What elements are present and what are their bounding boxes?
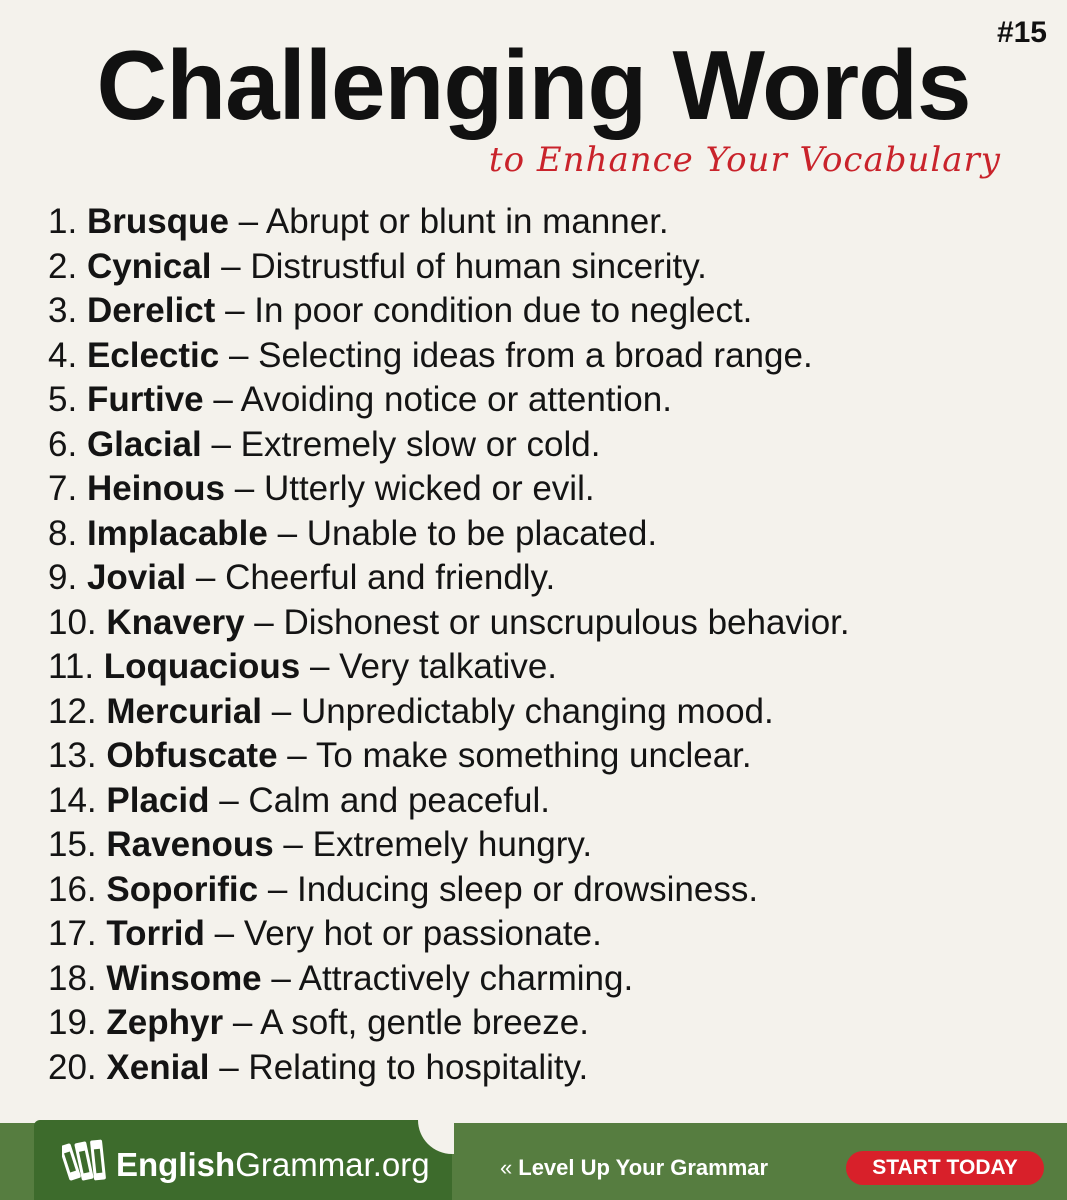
entry-word: Mercurial [106,691,263,731]
entry-number: 7. [48,469,78,508]
brand-bold: English [116,1146,236,1183]
entry-definition: – Very talkative. [309,647,558,686]
entry-definition: – Cheerful and friendly. [195,558,556,597]
word-list [48,200,1048,1090]
entry-word: Derelict [86,291,216,330]
entry-definition: – Abrupt or blunt in manner. [238,202,669,241]
issue-number: #15 [996,16,1047,49]
list-item [48,690,1048,735]
entry-definition: – Unable to be placated. [277,513,658,553]
entry-word: Knavery [106,602,245,642]
entry-number: 17. [48,914,97,953]
entry-definition: – Utterly wicked or evil. [234,469,595,508]
entry-word: Zephyr [106,1003,224,1042]
entry-number: 8. [48,513,78,553]
entry-number: 11. [48,647,95,686]
entry-definition: – To make something unclear. [287,736,752,775]
entry-definition: – Selecting ideas from a broad range. [228,335,813,375]
entry-definition: – In poor condition due to neglect. [225,291,753,330]
entry-definition: – A soft, gentle breeze. [232,1003,589,1042]
entry-number: 1. [48,202,78,241]
entry-definition: – Dishonest or unscrupulous behavior. [254,602,850,642]
entry-word: Glacial [86,424,202,464]
entry-definition: – Avoiding notice or attention. [213,380,672,419]
entry-number: 16. [48,869,97,909]
entry-word: Jovial [86,558,187,597]
page-title: Challenging Words [96,30,971,140]
list-item [48,467,1048,512]
entry-definition: – Calm and peaceful. [219,780,550,820]
entry-number: 19. [48,1003,97,1042]
list-item [48,734,1048,779]
list-item [48,378,1048,423]
entry-word: Xenial [106,1047,210,1087]
brand-link[interactable] [116,1146,430,1184]
entry-word: Eclectic [86,335,220,375]
entry-definition: – Inducing sleep or drowsiness. [267,869,759,909]
list-item [48,334,1048,379]
list-item [48,823,1048,868]
entry-word: Ravenous [106,825,274,864]
entry-number: 5. [48,380,78,419]
start-today-button[interactable]: START TODAY [846,1151,1044,1185]
list-item [48,200,1048,245]
entry-word: Cynical [86,246,212,286]
list-item [48,912,1048,957]
list-item [48,423,1048,468]
list-item [48,556,1048,601]
entry-number: 15. [48,825,97,864]
list-item [48,289,1048,334]
entry-number: 20. [48,1047,97,1087]
entry-number: 2. [48,246,78,286]
entry-word: Implacable [86,513,268,553]
entry-number: 13. [48,736,97,775]
entry-definition: – Extremely hungry. [283,825,593,864]
list-item [48,645,1048,690]
entry-definition: – Relating to hospitality. [219,1047,589,1087]
entry-word: Torrid [106,914,205,953]
entry-word: Brusque [86,202,229,241]
entry-number: 4. [48,335,78,375]
entry-number: 14. [48,780,97,820]
book-stack-icon [62,1134,108,1184]
entry-number: 10. [48,602,97,642]
list-item [48,1001,1048,1046]
entry-number: 18. [48,958,97,998]
entry-word: Soporific [106,869,259,909]
page-subtitle: to Enhance Your Vocabulary [488,140,1001,180]
entry-definition: – Distrustful of human sincerity. [221,246,707,286]
entry-number: 9. [48,558,78,597]
entry-definition: – Extremely slow or cold. [211,424,601,464]
list-item [48,1046,1048,1091]
entry-number: 3. [48,291,78,330]
entry-definition: – Unpredictably changing mood. [271,691,774,731]
entry-word: Heinous [86,469,226,508]
list-item [48,601,1048,646]
entry-word: Loquacious [103,647,301,686]
list-item [48,868,1048,913]
entry-number: 6. [48,424,78,464]
double-chevron-left-icon: « [500,1155,513,1180]
tagline-text: Level Up Your Grammar [518,1155,769,1180]
list-item [48,779,1048,824]
tagline [500,1155,768,1181]
entry-word: Winsome [106,958,262,998]
list-item [48,957,1048,1002]
entry-word: Obfuscate [106,736,278,775]
entry-word: Furtive [86,380,204,419]
brand-rest: Grammar.org [235,1146,430,1183]
list-item [48,245,1048,290]
entry-number: 12. [48,691,97,731]
entry-word: Placid [106,780,210,820]
entry-definition: – Attractively charming. [271,958,634,998]
entry-definition: – Very hot or passionate. [214,914,602,953]
list-item [48,512,1048,557]
